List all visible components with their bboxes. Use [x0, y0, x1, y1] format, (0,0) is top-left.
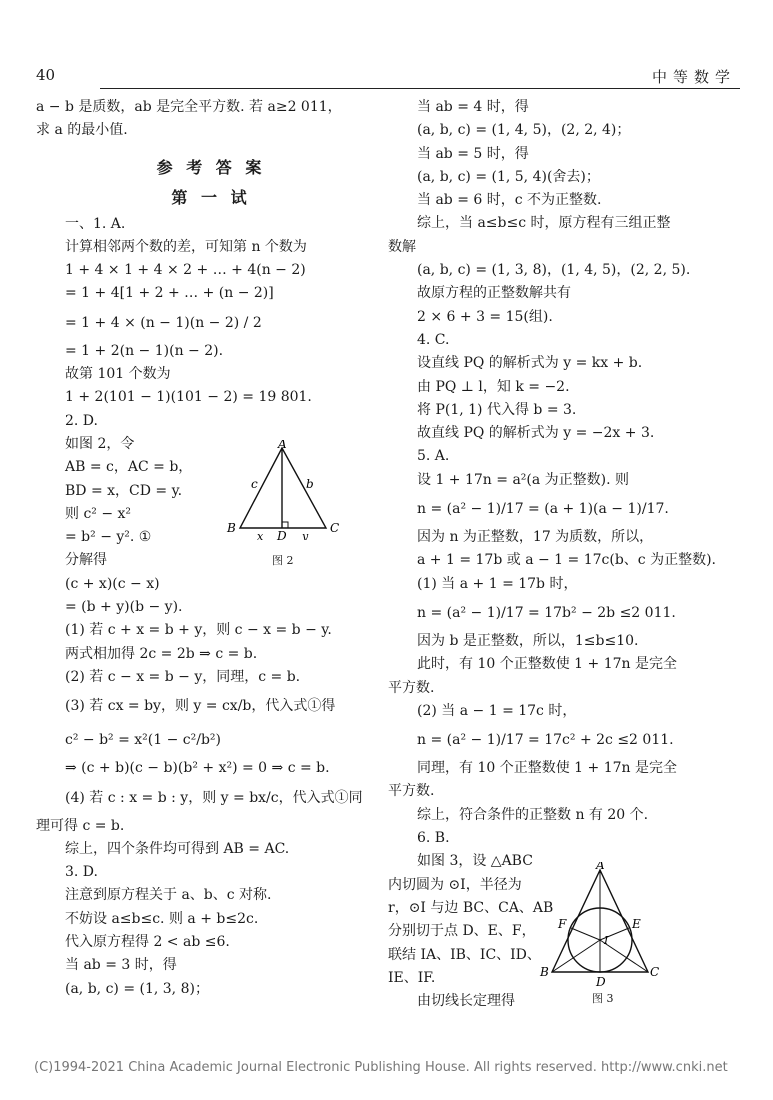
- text-line: a + 1 = 17b 或 a − 1 = 17c(b、c 为正整数).: [417, 552, 716, 569]
- text-line: 故原方程的正整数解共有: [417, 285, 571, 302]
- text-line: 一、1. A.: [65, 215, 126, 232]
- text-line: 设直线 PQ 的解析式为 y = kx + b.: [417, 355, 643, 372]
- section-heading: 参 考 答 案: [156, 157, 266, 177]
- label-a: A: [596, 862, 605, 872]
- text-line: 同理，有 10 个正整数使 1 + 17n 是完全: [417, 760, 677, 777]
- text-line: 3. D.: [65, 864, 98, 881]
- text-line: 代入原方程得 2 < ab ≤6.: [65, 934, 230, 951]
- text-line: (1) 若 c + x = b + y，则 c − x = b − y.: [65, 622, 332, 639]
- text-line: 综上，当 a≤b≤c 时，原方程有三组正整: [417, 215, 671, 232]
- left-column: [36, 96, 386, 1001]
- figure-3: [538, 862, 662, 990]
- text-line: 由 PQ ⊥ l，知 k = −2.: [417, 378, 570, 395]
- label-y: y: [302, 530, 309, 540]
- label-d: D: [277, 529, 287, 540]
- text-line: 平方数.: [388, 679, 435, 696]
- text-line: 注意到原方程关于 a、b、c 对称.: [65, 887, 272, 904]
- segment-if: [571, 928, 600, 940]
- text-line: 当 ab = 6 时，c 不为正整数.: [417, 192, 602, 209]
- header-rule: [100, 88, 740, 89]
- text-line: 1 + 2(101 − 1)(101 − 2) = 19 801.: [65, 389, 312, 406]
- text-line: 综上，四个条件均可得到 AB = AC.: [65, 840, 290, 857]
- text-line: c² − b² = x²(1 − c²/b²): [65, 732, 222, 749]
- text-line: (2) 若 c − x = b − y，同理，c = b.: [65, 668, 301, 685]
- page-header: [36, 66, 736, 86]
- text-line: 平方数.: [388, 783, 435, 800]
- text-line: = b² − y². ①: [65, 529, 152, 546]
- text-line: 则 c² − x²: [65, 505, 132, 522]
- text-line: 如图 2，令: [65, 435, 135, 452]
- label-i: I: [604, 934, 609, 947]
- text-line: n = (a² − 1)/17 = (a + 1)(a − 1)/17.: [417, 501, 669, 518]
- label-b-vertex: B: [227, 521, 236, 535]
- text-line: 4. C.: [417, 331, 450, 348]
- text-line: 分别切于点 D、E、F，: [388, 923, 536, 940]
- text-line: (1) 当 a + 1 = 17b 时，: [417, 575, 578, 592]
- text-line: (a, b, c) = (1, 3, 8)，(1, 4, 5)，(2, 2, 5).: [417, 262, 691, 279]
- text-line: 将 P(1, 1) 代入得 b = 3.: [417, 401, 577, 418]
- text-line: 2 × 6 + 3 = 15(组).: [417, 308, 553, 325]
- text-line: IE、IF.: [388, 969, 436, 986]
- text-line: = (b + y)(b − y).: [65, 599, 183, 616]
- page-number: 40: [36, 66, 56, 84]
- text-line: 计算相邻两个数的差，可知第 n 个数为: [65, 238, 307, 255]
- text-line: = 1 + 4 × (n − 1)(n − 2) / 2: [65, 314, 262, 331]
- text-line: 两式相加得 2c = 2b ⇒ c = b.: [65, 645, 258, 662]
- label-e: E: [632, 917, 641, 931]
- text-line: 故第 101 个数为: [65, 366, 171, 383]
- text-line: 1 + 4 × 1 + 4 × 2 + … + 4(n − 2): [65, 262, 306, 279]
- text-line: 因为 b 是正整数，所以，1≤b≤10.: [417, 632, 639, 649]
- text-line: (a, b, c) = (1, 3, 8)；: [65, 980, 209, 997]
- text-line: BD = x，CD = y.: [65, 482, 183, 499]
- text-line: a − b 是质数，ab 是完全平方数. 若 a≥2 011，: [36, 99, 342, 115]
- copyright-footer: (C)1994-2021 China Academic Journal Electronic Publishing House. All rights reserved. http://www.cnki.net: [34, 1060, 728, 1075]
- text-line: 设 1 + 17n = a²(a 为正整数). 则: [417, 471, 630, 488]
- label-c-vertex: C: [330, 521, 340, 535]
- text-line: (a, b, c) = (1, 4, 5)，(2, 2, 4)；: [417, 122, 631, 139]
- text-line: 如图 3，设 △ABC: [417, 853, 533, 870]
- label-side-c: c: [251, 477, 258, 491]
- label-x: x: [257, 530, 264, 540]
- label-b: B: [540, 965, 549, 979]
- text-line: AB = c，AC = b，: [65, 459, 193, 476]
- text-line: = 1 + 2(n − 1)(n − 2).: [65, 342, 224, 359]
- text-line: r，⊙I 与边 BC、CA、AB: [388, 899, 554, 916]
- section-heading: 第 一 试: [171, 187, 251, 207]
- text-line: 当 ab = 4 时，得: [417, 99, 529, 115]
- text-line: (3) 若 cx = by，则 y = cx/b，代入式①得: [65, 698, 336, 715]
- text-line: 此时，有 10 个正整数使 1 + 17n 是完全: [417, 656, 677, 673]
- label-a: A: [278, 440, 287, 451]
- text-line: 由切线长定理得: [417, 993, 515, 1010]
- text-line: [36, 143, 386, 153]
- label-c: C: [650, 965, 660, 979]
- text-line: (2) 当 a − 1 = 17c 时，: [417, 702, 577, 719]
- text-line: = 1 + 4[1 + 2 + … + (n − 2)]: [65, 285, 274, 302]
- figure-3-caption: 图 3: [592, 992, 614, 1005]
- text-line: ⇒ (c + b)(c − b)(b² + x²) = 0 ⇒ c = b.: [65, 760, 330, 777]
- text-line: 故直线 PQ 的解析式为 y = −2x + 3.: [417, 425, 655, 442]
- journal-name: 中等数学: [651, 68, 736, 86]
- label-d: D: [596, 975, 606, 989]
- text-line: 6. B.: [417, 830, 450, 847]
- text-line: 不妨设 a≤b≤c. 则 a + b≤2c.: [65, 910, 259, 927]
- figure-2-caption: 图 2: [272, 554, 294, 567]
- text-line: n = (a² − 1)/17 = 17b² − 2b ≤2 011.: [417, 604, 676, 621]
- right-angle-mark: [282, 522, 288, 528]
- text-line: 数解: [388, 238, 416, 255]
- text-line: 内切圆为 ⊙I，半径为: [388, 876, 522, 893]
- text-line: 因为 n 为正整数，17 为质数，所以，: [417, 529, 654, 546]
- text-line: 分解得: [65, 552, 107, 569]
- label-side-b: b: [306, 477, 314, 491]
- text-line: n = (a² − 1)/17 = 17c² + 2c ≤2 011.: [417, 732, 674, 749]
- text-line: 综上，符合条件的正整数 n 有 20 个.: [417, 806, 649, 823]
- text-line: 求 a 的最小值.: [36, 122, 128, 139]
- text-line: 当 ab = 5 时，得: [417, 145, 529, 162]
- text-line: 当 ab = 3 时，得: [65, 957, 177, 974]
- text-line: (a, b, c) = (1, 5, 4)(舍去)；: [417, 168, 600, 185]
- figure-2: [222, 440, 342, 540]
- figure-2-diagram: [222, 440, 342, 540]
- label-f: F: [558, 917, 567, 931]
- text-line: 理可得 c = b.: [36, 817, 125, 834]
- text-line: (c + x)(c − x): [65, 575, 160, 592]
- text-line: (4) 若 c : x = b : y，则 y = bx/c，代入式①同: [65, 789, 363, 806]
- text-line: 联结 IA、IB、IC、ID、: [388, 946, 541, 963]
- text-line: 5. A.: [417, 448, 450, 465]
- figure-3-diagram: [538, 862, 662, 990]
- text-line: 2. D.: [65, 412, 98, 429]
